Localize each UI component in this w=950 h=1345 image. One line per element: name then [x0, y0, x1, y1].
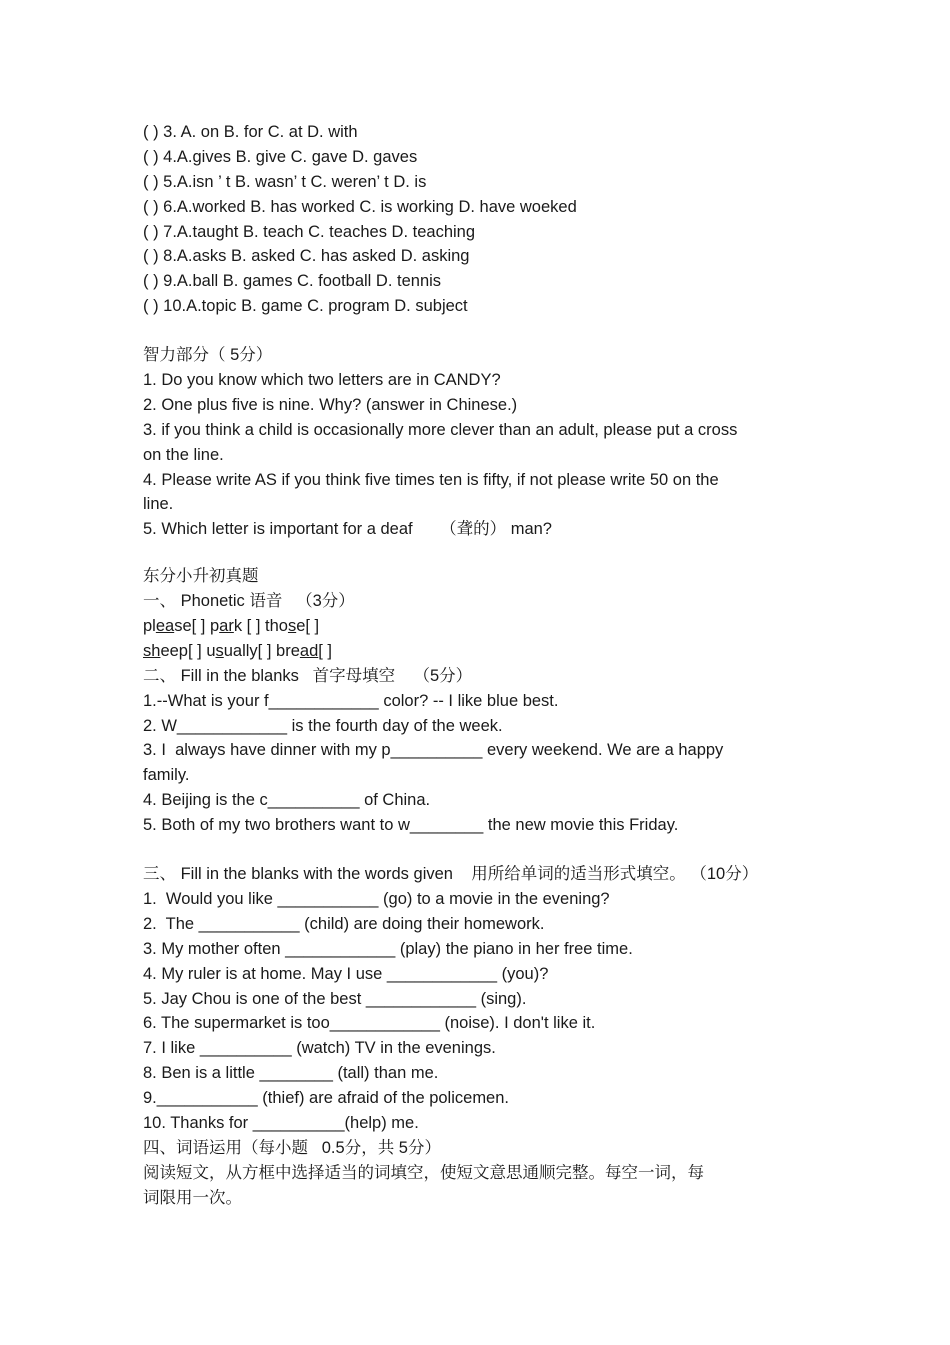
- question-line: line.: [143, 495, 174, 514]
- question-line: 3. I always have dinner with my p__________ every weekend. We are a happy: [143, 741, 724, 760]
- question-line: 5. Jay Chou is one of the best ____________ (sing).: [143, 989, 527, 1008]
- instruction-line: 阅读短文，从方框中选择适当的词填空，使短文意思通顺完整。每空一词，每: [143, 1163, 704, 1182]
- fill-blanks-section-heading: 二、 Fill in the blanks 首字母填空 （5分）: [143, 666, 473, 685]
- phonetic-row: [143, 614, 823, 639]
- phonetic-word: usually[ ]: [206, 641, 277, 660]
- question-line: ( ) 6.A.worked B. has worked C. is working D. have woeked: [143, 197, 577, 216]
- iq-section-heading: 智力部分（ 5分）: [143, 346, 273, 365]
- question-line: 5. Which letter is important for a deaf （聋的） man?: [143, 520, 552, 539]
- question-line: 2. W____________ is the fourth day of the week.: [143, 716, 503, 735]
- question-line: ( ) 8.A.asks B. asked C. has asked D. asking: [143, 247, 470, 266]
- question-line: ( ) 10.A.topic B. game C. program D. subject: [143, 297, 468, 316]
- question-line: 3. if you think a child is occasionally more clever than an adult, please put a cross: [143, 420, 738, 439]
- question-line: 2. One plus five is nine. Why? (answer in Chinese.): [143, 395, 518, 414]
- phonetic-word: park [ ]: [209, 617, 265, 636]
- exam-page: [143, 120, 823, 1211]
- question-line: 4. Please write AS if you think five times ten is fifty, if not please write 50 on the: [143, 470, 719, 489]
- question-line: 10. Thanks for __________(help) me.: [143, 1113, 419, 1132]
- instruction-line: 词限用一次。: [143, 1188, 242, 1207]
- question-line: 2. The ___________ (child) are doing their homework.: [143, 914, 545, 933]
- word-use-section-heading: 四、词语运用（每小题 0.5分，共 5分）: [143, 1138, 441, 1157]
- question-line: 3. My mother often ____________ (play) the piano in her free time.: [143, 939, 633, 958]
- spacer: [143, 319, 823, 343]
- question-line: 9.___________ (thief) are afraid of the policemen.: [143, 1089, 509, 1108]
- phonetic-word: bread[ ]: [276, 641, 333, 660]
- exam-title: 东分小升初真题: [143, 567, 259, 586]
- word-forms-section-heading: 三、 Fill in the blanks with the words given 用所给单词的适当形式填空。 （10分）: [143, 865, 759, 884]
- spacer: [143, 542, 823, 564]
- phonetic-word: please[ ]: [143, 617, 210, 636]
- question-line: ( ) 3. A. on B. for C. at D. with: [143, 123, 358, 141]
- question-line: ( ) 9.A.ball B. games C. football D. tennis: [143, 272, 442, 291]
- question-line: 7. I like __________ (watch) TV in the evenings.: [143, 1039, 496, 1058]
- phonetic-word: sheep[ ]: [143, 641, 207, 660]
- question-line: 1. Do you know which two letters are in CANDY?: [143, 371, 501, 390]
- question-line: 1.--What is your f____________ color? -- I like blue best.: [143, 691, 559, 710]
- question-line: 5. Both of my two brothers want to w________ the new movie this Friday.: [143, 816, 679, 835]
- question-line: ( ) 4.A.gives B. give C. gave D. gaves: [143, 147, 418, 166]
- phonetic-section-heading: 一、 Phonetic 语音 （3分）: [143, 592, 355, 611]
- question-line: on the line.: [143, 445, 224, 464]
- question-line: 6. The supermarket is too____________ (noise). I don't like it.: [143, 1014, 596, 1033]
- question-line: 4. Beijing is the c__________ of China.: [143, 791, 431, 810]
- phonetic-row: [143, 639, 823, 664]
- question-line: ( ) 7.A.taught B. teach C. teaches D. teaching: [143, 222, 476, 241]
- spacer: [143, 838, 823, 862]
- question-line: 4. My ruler is at home. May I use ____________ (you)?: [143, 964, 549, 983]
- phonetic-word: those[ ]: [265, 617, 320, 636]
- question-line: ( ) 5.A.isn ’ t B. wasn’ t C. weren’ t D. is: [143, 172, 427, 191]
- question-line: 8. Ben is a little ________ (tall) than me.: [143, 1064, 439, 1083]
- question-line: family.: [143, 766, 190, 785]
- question-line: 1. Would you like ___________ (go) to a movie in the evening?: [143, 889, 610, 908]
